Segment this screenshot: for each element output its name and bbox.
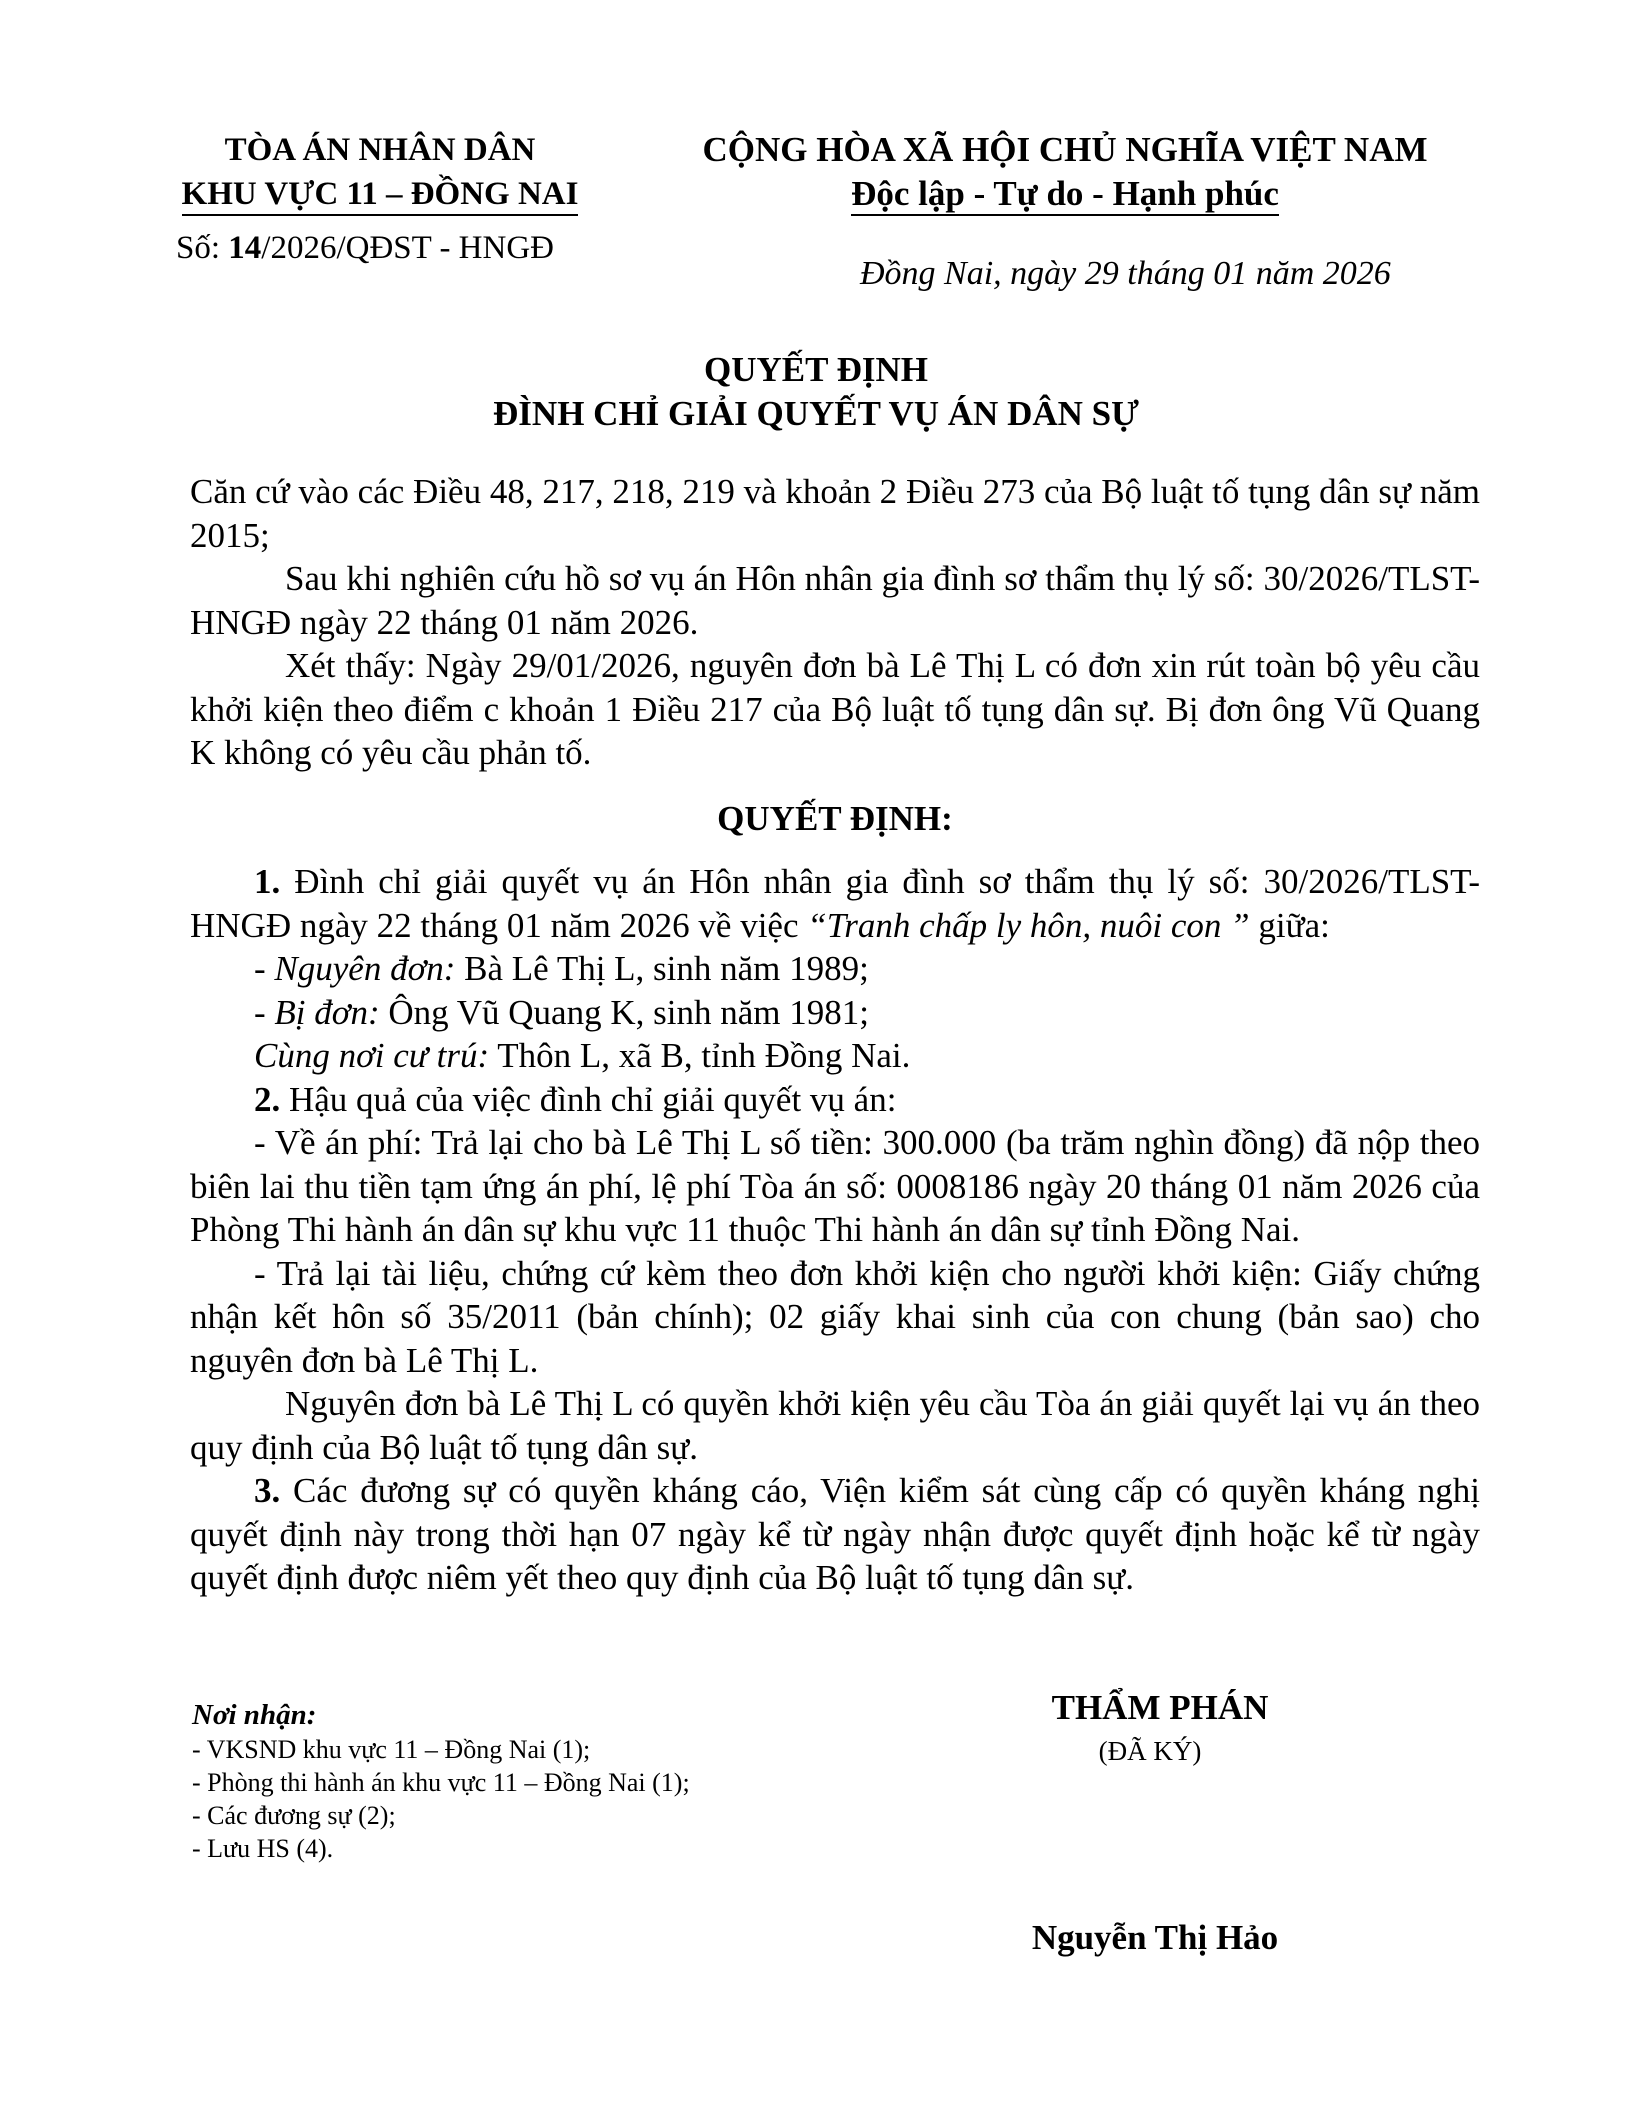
recipient-item: - Lưu HS (4). <box>192 1834 334 1863</box>
item1-text: Đình chỉ giải quyết vụ án Hôn nhân gia đình sơ thẩm thụ lý số: 30/2026/TLST-HNGĐ ngày 22 tháng 01 năm 2026 về việc <box>190 862 1480 945</box>
item1-number: 1. <box>254 862 281 901</box>
recipients-block <box>192 1697 690 1865</box>
court-header <box>150 128 610 216</box>
title-line2: ĐÌNH CHỈ GIẢI QUYẾT VỤ ÁN DÂN SỰ <box>493 394 1139 433</box>
document-body <box>190 470 1480 1600</box>
documents-return-paragraph: - Trả lại tài liệu, chứng cứ kèm theo đơn khởi kiện cho người khởi kiện: Giấy chứng nhận kết hôn số 35/2011 (bản chính); 02 giấy khai sinh của con chung (bản sao) cho nguyên đơn bà Lê Thị L. <box>190 1253 1480 1380</box>
court-name: TÒA ÁN NHÂN DÂN <box>224 132 536 168</box>
decision-item-1 <box>190 860 1480 947</box>
defendant-label: Bị đơn: <box>274 992 380 1032</box>
defendant-line <box>190 991 1480 1035</box>
signed-note: (ĐÃ KÝ) <box>1098 1736 1202 1766</box>
decision-item-3 <box>190 1469 1480 1600</box>
plaintiff-line <box>190 947 1480 991</box>
basis-paragraph-1: Căn cứ vào các Điều 48, 217, 218, 219 và khoản 2 Điều 273 của Bộ luật tố tụng dân sự năm 2015; <box>190 472 1480 555</box>
number-prefix: Số: <box>176 230 229 266</box>
residence-text: Thôn L, xã B, tỉnh Đồng Nai. <box>489 1036 911 1075</box>
defendant-prefix: - <box>254 992 275 1032</box>
recipients-heading: Nơi nhận: <box>192 1699 317 1731</box>
item2-text: Hậu quả của việc đình chỉ giải quyết vụ án: <box>280 1079 897 1119</box>
judge-name: Nguyễn Thị Hảo <box>1031 1918 1279 1957</box>
basis-paragraph-3: Xét thấy: Ngày 29/01/2026, nguyên đơn bà Lê Thị L có đơn xin rút toàn bộ yêu cầu khởi kiện theo điểm c khoản 1 Điều 217 của Bộ luật tố tụng dân sự. Bị đơn ông Vũ Quang K không có yêu cầu phản tố. <box>190 646 1480 772</box>
recipient-item: - Các đương sự (2); <box>192 1801 396 1830</box>
item2-number: 2. <box>254 1079 281 1119</box>
court-region: KHU VỰC 11 – ĐỒNG NAI <box>182 174 579 216</box>
plaintiff-text: Bà Lê Thị L, sinh năm 1989; <box>455 949 869 988</box>
number-suffix: /2026/QĐST - HNGĐ <box>261 230 555 266</box>
item1-end: giữa: <box>1249 905 1330 945</box>
place-date: Đồng Nai, ngày 29 tháng 01 năm 2026 <box>860 255 1391 292</box>
decision-heading: QUYẾT ĐỊNH: <box>717 798 953 838</box>
residence-line <box>190 1034 1480 1078</box>
number-bold: 14 <box>228 230 262 266</box>
plaintiff-label: Nguyên đơn: <box>274 949 456 988</box>
item3-text: Các đương sự có quyền kháng cáo, Viện kiểm sát cùng cấp có quyền kháng nghị quyết định này trong thời hạn 07 ngày kể từ ngày nhận được quyết định hoặc kể từ ngày quyết định được niêm yết theo quy định của Bộ luật tố tụng dân sự. <box>190 1471 1480 1597</box>
defendant-text: Ông Vũ Quang K, sinh năm 1981; <box>379 992 869 1032</box>
republic-header <box>680 128 1450 216</box>
title-line1: QUYẾT ĐỊNH <box>704 350 928 389</box>
national-motto: Độc lập - Tự do - Hạnh phúc <box>851 174 1279 216</box>
decision-number <box>176 230 554 267</box>
republic-name: CỘNG HÒA XÃ HỘI CHỦ NGHĨA VIỆT NAM <box>702 130 1428 169</box>
item1-case: “Tranh chấp ly hôn, nuôi con ” <box>807 905 1250 945</box>
court-fee-paragraph: - Về án phí: Trả lại cho bà Lê Thị L số tiền: 300.000 (ba trăm nghìn đồng) đã nộp theo biên lai thu tiền tạm ứng án phí, lệ phí Tòa án số: 0008186 ngày 20 tháng 01 năm 2026 của Phòng Thi hành án dân sự khu vực 11 thuộc Thi hành án dân sự tỉnh Đồng Nai. <box>190 1123 1480 1249</box>
document-title <box>0 348 1632 436</box>
recipient-item: - VKSND khu vực 11 – Đồng Nai (1); <box>192 1735 591 1764</box>
item3-number: 3. <box>254 1471 281 1510</box>
plaintiff-prefix: - <box>254 949 275 988</box>
decision-item-2 <box>190 1078 1480 1122</box>
right-to-sue-paragraph: Nguyên đơn bà Lê Thị L có quyền khởi kiện yêu cầu Tòa án giải quyết lại vụ án theo quy định của Bộ luật tố tụng dân sự. <box>190 1384 1480 1467</box>
basis-paragraph-2: Sau khi nghiên cứu hồ sơ vụ án Hôn nhân gia đình sơ thẩm thụ lý số: 30/2026/TLST-HNGĐ ngày 22 tháng 01 năm 2026. <box>190 559 1480 642</box>
recipient-item: - Phòng thi hành án khu vực 11 – Đồng Nai (1); <box>192 1768 690 1797</box>
residence-label: Cùng nơi cư trú: <box>254 1036 490 1075</box>
judge-title: THẨM PHÁN <box>1051 1688 1269 1727</box>
